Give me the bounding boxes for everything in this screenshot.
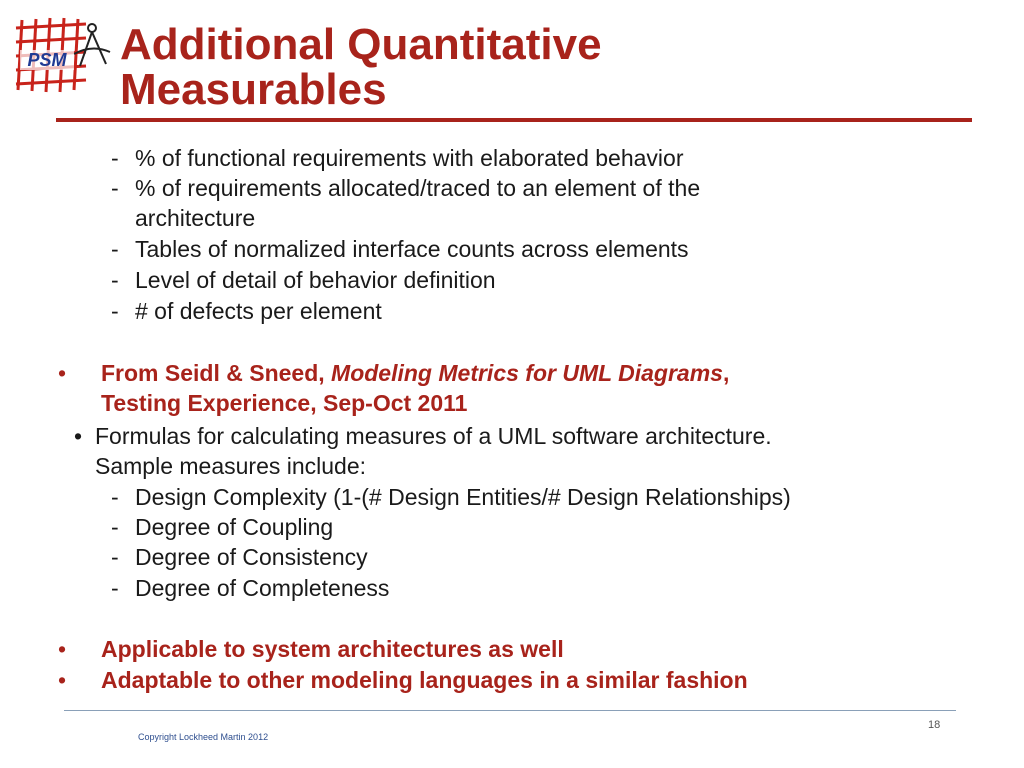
list-item-continuation: architecture	[135, 205, 256, 231]
list-item: # of defects per element	[135, 298, 382, 324]
list-item: % of functional requirements with elaborated behavior	[135, 145, 684, 171]
footer-divider	[64, 710, 956, 711]
dash-marker: -	[111, 175, 119, 201]
closing-point: Adaptable to other modeling languages in a similar fashion	[101, 667, 748, 693]
copyright-notice: Copyright Lockheed Martin 2012	[138, 732, 269, 742]
dash-marker: -	[111, 298, 119, 324]
dash-marker: -	[111, 267, 119, 293]
list-item: Degree of Consistency	[135, 544, 368, 570]
bullet-marker: •	[58, 667, 67, 693]
psm-logo-graphic	[14, 14, 114, 96]
source-details: Testing Experience, Sep-Oct 2011	[101, 390, 468, 416]
dash-marker: -	[111, 514, 119, 540]
title-line-1: Additional Quantitative	[120, 20, 602, 69]
dash-marker: -	[111, 484, 119, 510]
logo-text: PSM	[27, 50, 67, 70]
list-item: Degree of Completeness	[135, 575, 390, 601]
source-comma: ,	[722, 360, 730, 386]
dash-marker: -	[111, 575, 119, 601]
list-item: % of requirements allocated/traced to an element of the	[135, 175, 701, 201]
closing-point: Applicable to system architectures as well	[101, 636, 564, 662]
compass-icon	[74, 24, 110, 66]
source-title: Modeling Metrics for UML Diagrams	[331, 360, 723, 386]
dash-marker: -	[111, 236, 119, 262]
psm-logo	[14, 14, 114, 96]
list-item: Design Complexity (1-(# Design Entities/# Design Relationships)	[135, 484, 791, 510]
bullet-marker: •	[74, 423, 83, 449]
formulas-text: Formulas for calculating measures of a UML software architecture.	[95, 423, 772, 449]
formulas-text-continuation: Sample measures include:	[95, 453, 367, 479]
source-prefix: From Seidl & Sneed,	[101, 360, 332, 386]
list-item: Level of detail of behavior definition	[135, 267, 496, 293]
bullet-marker: •	[58, 636, 67, 662]
list-item: Tables of normalized interface counts across elements	[135, 236, 689, 262]
dash-marker: -	[111, 145, 119, 171]
page-number: 18	[928, 719, 941, 731]
bullet-marker: •	[58, 360, 67, 386]
list-item: Degree of Coupling	[135, 514, 334, 540]
title-underline	[56, 118, 972, 122]
slide-title	[120, 22, 602, 112]
source-citation	[101, 358, 729, 388]
dash-marker: -	[111, 544, 119, 570]
title-line-2: Measurables	[120, 65, 387, 114]
